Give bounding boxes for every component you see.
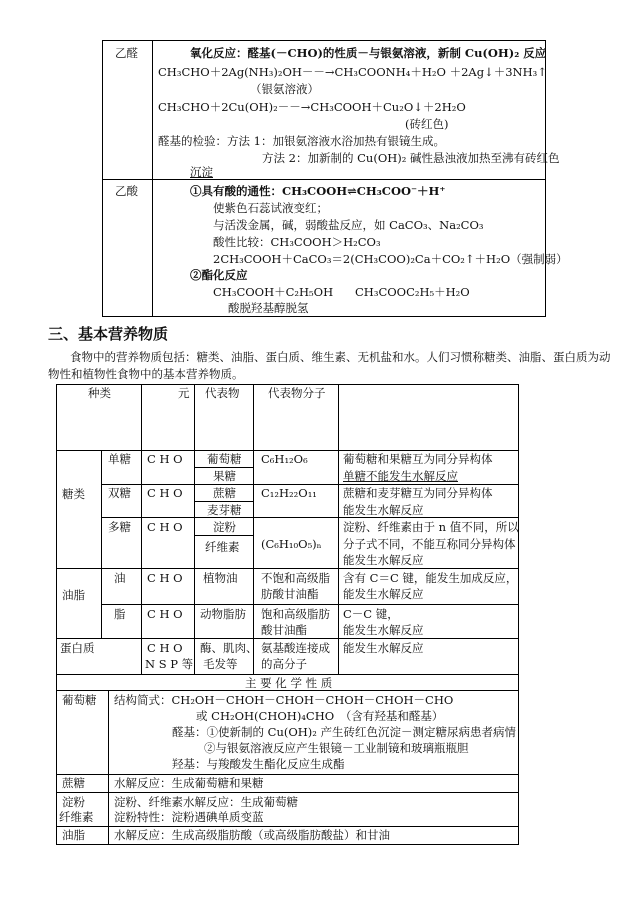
protein-elements-1: C H O	[147, 641, 183, 655]
protein-note-1: 能发生水解反应	[343, 641, 424, 655]
di-note-1: 蔗糖和麦芽糖互为同分异构体	[343, 486, 493, 500]
poly-elements: C H O	[147, 520, 183, 534]
acetic-acid-label: 乙酸	[115, 184, 138, 198]
oil-item: 植物油	[203, 571, 238, 585]
mono-label: 单糖	[108, 452, 131, 466]
acetic-acid-line-2: 使紫色石蕊试液变红；	[213, 201, 328, 215]
solid-fat-formula-1: 饱和高级脂肪	[261, 607, 330, 621]
protein-item-1: 酶、肌肉、	[200, 641, 258, 655]
acetaldehyde-line-3: （银氨溶液）	[250, 82, 319, 96]
solid-fat-label: 脂	[114, 607, 126, 621]
poly-item-2: 纤维素	[205, 540, 240, 554]
sucrose-line-1: 水解反应：生成葡萄糖和果糖	[114, 776, 264, 790]
oil-note-2: 能发生水解反应	[343, 587, 424, 601]
poly-item-1: 淀粉	[213, 520, 236, 534]
protein-label: 蛋白质	[60, 641, 95, 655]
protein-formula-1: 氨基酸连接成	[261, 641, 330, 655]
protein-item-2: 毛发等	[203, 657, 238, 671]
di-elements: C H O	[147, 486, 183, 500]
glucose-line-5: 羟基：与羧酸发生酯化反应生成酯	[172, 757, 345, 771]
protein-formula-2: 的高分子	[261, 657, 307, 671]
starch-line-2: 淀粉特性：淀粉遇碘单质变蓝	[114, 810, 264, 824]
fat-label: 油脂	[62, 588, 85, 602]
protein-elements-2: N S P 等	[145, 657, 194, 671]
glucose-line-4: ②与银氨溶液反应产生银镜－工业制镜和玻璃瓶瓶胆	[204, 741, 469, 755]
di-item-1: 蔗糖	[213, 486, 236, 500]
acetic-acid-line-7b: CH₃COOC₂H₅＋H₂O	[355, 285, 470, 299]
oil-formula-1: 不饱和高级脂	[261, 571, 330, 585]
solid-fat-item: 动物脂肪	[200, 607, 246, 621]
starch-label-1: 淀粉	[62, 795, 85, 809]
acetaldehyde-line-8: 沉淀	[190, 165, 213, 179]
di-label: 双糖	[108, 486, 131, 500]
oil-elements: C H O	[147, 571, 183, 585]
solid-fat-note-1: C－C 键，	[343, 607, 399, 621]
section-title: 三、基本营养物质	[48, 325, 169, 343]
starch-label-2: 纤维素	[59, 810, 94, 824]
mono-item-2: 果糖	[213, 469, 236, 483]
poly-note-2: 分子式不同，不能互称同分异构体	[343, 537, 516, 551]
acetaldehyde-line-4: CH₃CHO＋2Cu(OH)₂－－→CH₃COOH＋Cu₂O↓＋2H₂O	[158, 100, 466, 114]
poly-formula: (C₆H₁₀O₅)ₙ	[261, 537, 322, 551]
acetic-acid-line-4: 酸性比较：CH₃COOH＞H₂CO₃	[213, 235, 381, 249]
acetaldehyde-label: 乙醛	[115, 46, 138, 60]
glucose-line-1: 结构简式：CH₂OH－CHOH－CHOH－CHOH－CHOH－CHO	[114, 693, 454, 707]
poly-note-1: 淀粉、纤维素由于 n 值不同，所以	[343, 520, 519, 534]
acetic-acid-line-6: ②酯化反应	[190, 268, 248, 282]
section-intro-line-1: 食物中的营养物质包括：糖类、油脂、蛋白质、维生素、无机盐和水。人们习惯称糖类、油脂、蛋白质为动	[70, 350, 611, 364]
props-header: 主 要 化 学 性 质	[245, 676, 333, 690]
sucrose-label: 蔗糖	[62, 776, 85, 790]
solid-fat-elements: C H O	[147, 607, 183, 621]
mono-item-1: 葡萄糖	[207, 452, 242, 466]
acetic-acid-line-7a: CH₃COOH＋C₂H₅OH	[213, 285, 334, 299]
poly-note-3: 能发生水解反应	[343, 553, 424, 567]
solid-fat-formula-2: 酸甘油酯	[261, 623, 307, 637]
oil-formula-2: 肪酸甘油酯	[261, 587, 319, 601]
oil-note-1: 含有 C＝C 键，能发生加成反应，	[343, 571, 518, 585]
acetic-acid-line-5: 2CH₃COOH＋CaCO₃＝2(CH₃COO)₂Ca＋CO₂↑＋H₂O（强制弱）	[213, 252, 568, 266]
oil-label: 油	[114, 571, 126, 585]
mono-formula: C₆H₁₂O₆	[261, 452, 308, 466]
starch-line-1: 淀粉、纤维素水解反应：生成葡萄糖	[114, 795, 298, 809]
acetaldehyde-line-7: 方法 2：加新制的 Cu(OH)₂ 碱性悬浊液加热至沸有砖红色	[262, 151, 560, 165]
oils-line-1: 水解反应：生成高级脂肪酸（或高级脂肪酸盐）和甘油	[114, 828, 390, 842]
di-item-2: 麦芽糖	[207, 503, 242, 517]
mono-note-1: 葡萄糖和果糖互为同分异构体	[343, 452, 493, 466]
acetic-acid-line-1: ①具有酸的通性：CH₃COOH⇌CH₃COO⁻＋H⁺	[190, 184, 446, 198]
mono-elements: C H O	[147, 452, 183, 466]
glucose-label: 葡萄糖	[62, 693, 97, 707]
acetic-acid-line-3: 与活泼金属，碱，弱酸盐反应，如 CaCO₃、Na₂CO₃	[213, 218, 484, 232]
sugar-label: 糖类	[62, 487, 85, 501]
header-element: 元	[178, 386, 190, 400]
poly-label: 多糖	[108, 520, 131, 534]
glucose-line-3: 醛基：①使新制的 Cu(OH)₂ 产生砖红色沉淀－测定糖尿病患者病情	[172, 725, 517, 739]
di-note-2: 能发生水解反应	[343, 503, 424, 517]
acetic-acid-line-8: 酸脱羟基醇脱氢	[228, 301, 309, 315]
acetaldehyde-line-5: (砖红色)	[405, 117, 449, 131]
mono-note-2: 单糖不能发生水解反应	[343, 469, 458, 483]
glucose-line-2: 或 CH₂OH(CHOH)₄CHO （含有羟基和醛基）	[196, 709, 444, 723]
oils-label: 油脂	[62, 828, 85, 842]
acetaldehyde-line-2: CH₃CHO＋2Ag(NH₃)₂OH－－→CH₃COONH₄＋H₂O ＋2Ag↓＋3NH₃↑	[158, 65, 547, 79]
solid-fat-note-2: 能发生水解反应	[343, 623, 424, 637]
acetaldehyde-line-1: 氧化反应：醛基(－CHO)的性质－与银氨溶液，新制 Cu(OH)₂ 反应	[190, 46, 547, 60]
header-representative: 代表物	[205, 386, 240, 400]
di-formula: C₁₂H₂₂O₁₁	[261, 486, 317, 500]
section-intro-line-2: 物性和植物性食物中的基本营养物质。	[48, 367, 244, 381]
header-molecule: 代表物分子	[268, 386, 326, 400]
header-kind: 种类	[88, 386, 111, 400]
acetaldehyde-line-6: 醛基的检验：方法 1：加银氨溶液水浴加热有银镜生成。	[158, 134, 445, 148]
